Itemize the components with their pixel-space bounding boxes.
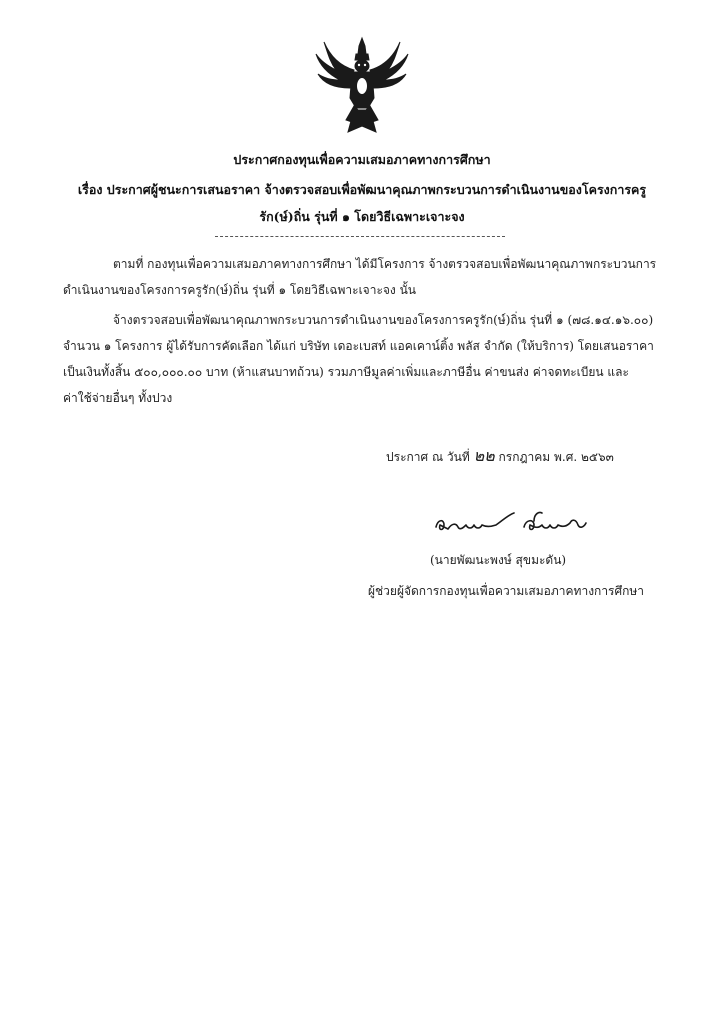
paragraph-2-line-2: จำนวน ๑ โครงการ ผู้ได้รับการคัดเลือก ได้แก่ บริษัท เดอะเบสท์ แอคเคาน์ติ้ง พลัส จำกัด (ให้บริการ) โดยเสนอราคา [63,339,654,353]
announcement-day: ๒๒ [473,446,495,465]
document-title: ประกาศกองทุนเพื่อความเสมอภาคทางการศึกษา [233,152,491,167]
announcement-date [386,444,614,469]
paragraph-2-line-3: เป็นเงินทั้งสิ้น ๕๐๐,๐๐๐.๐๐ บาท (ห้าแสนบาทถ้วน) รวมภาษีมูลค่าเพิ่มและภาษีอื่น ค่าขนส่ง ค่าจดทะเบียน และ [63,365,629,379]
signatory-position: ผู้ช่วยผู้จัดการกองทุนเพื่อความเสมอภาคทางการศึกษา [368,584,645,598]
separator-divider [215,236,505,237]
garuda-emblem-icon [310,36,414,136]
signature-image [430,505,590,545]
signatory-name: (นายพัฒนะพงษ์ สุขมะดัน) [430,553,567,567]
subject-line-1: เรื่อง ประกาศผู้ชนะการเสนอราคา จ้างตรวจสอบเพื่อพัฒนาคุณภาพกระบวนการดำเนินงานของโครงการครู [77,182,647,197]
paragraph-1-line-2: ดำเนินงานของโครงการครูรัก(ษ์)ถิ่น รุ่นที่ ๑ โดยวิธีเฉพาะเจาะจง นั้น [63,283,417,297]
paragraph-2-line-4: ค่าใช้จ่ายอื่นๆ ทั้งปวง [63,391,173,405]
paragraph-2-line-1: จ้างตรวจสอบเพื่อพัฒนาคุณภาพกระบวนการดำเนินงานของโครงการครูรัก(ษ์)ถิ่น รุ่นที่ ๑ (๗๘.๑๔.๑๖.๐๐) [113,313,654,327]
paragraph-1-line-1: ตามที่ กองทุนเพื่อความเสมอภาคทางการศึกษา ได้มีโครงการ จ้างตรวจสอบเพื่อพัฒนาคุณภาพกระบวนการ [113,257,657,271]
announcement-month-year: กรกฎาคม พ.ศ. ๒๕๖๓ [498,450,614,464]
announcement-prefix: ประกาศ ณ วันที่ [386,450,470,464]
subject-line-2: รัก(ษ์)ถิ่น รุ่นที่ ๑ โดยวิธีเฉพาะเจาะจง [259,209,465,224]
